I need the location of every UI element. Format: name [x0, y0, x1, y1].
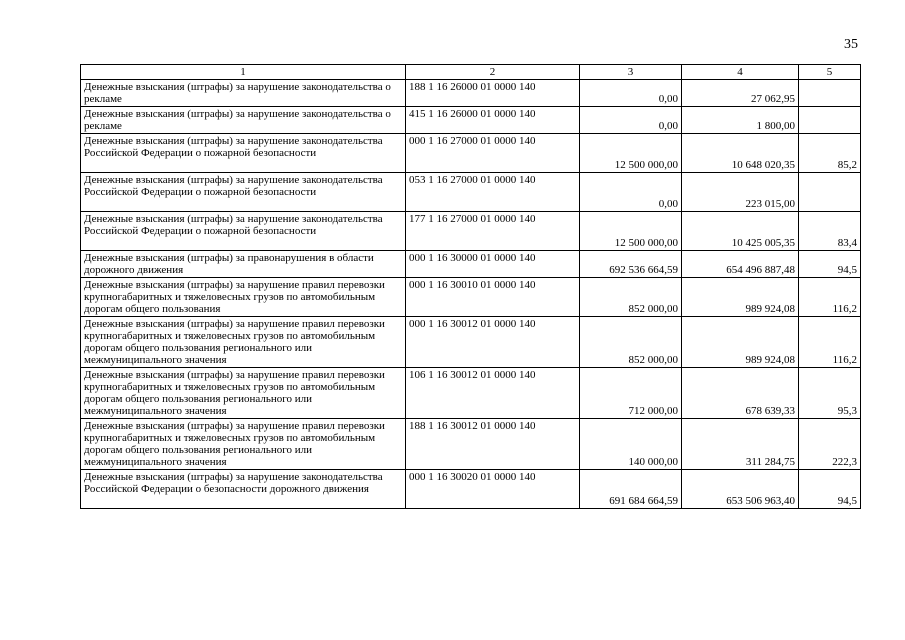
table-row: [81, 317, 861, 368]
percent-cell: [799, 173, 861, 212]
percent-cell: 95,3: [799, 368, 861, 419]
plan-amount-cell: 140 000,00: [580, 419, 682, 470]
plan-amount-cell: 692 536 664,59: [580, 251, 682, 278]
page-number: 35: [844, 37, 858, 52]
fact-amount-cell: 223 015,00: [682, 173, 799, 212]
percent-cell: [799, 107, 861, 134]
column-number-row: [81, 65, 861, 80]
budget-code-cell: 000 1 16 30020 01 0000 140: [406, 470, 580, 509]
revenue-name-cell: Денежные взыскания (штрафы) за нарушение правил перевозки крупногабаритных и тяжеловесных грузов по автомобильным дорогам общего пользования регионального или межмуниципального значения: [81, 419, 406, 470]
fact-amount-cell: 10 648 020,35: [682, 134, 799, 173]
revenue-table: [80, 64, 861, 509]
table-row: [81, 419, 861, 470]
plan-amount-cell: 712 000,00: [580, 368, 682, 419]
table-row: [81, 107, 861, 134]
plan-amount-cell: 0,00: [580, 107, 682, 134]
budget-code-cell: 188 1 16 26000 01 0000 140: [406, 80, 580, 107]
table-row: [81, 470, 861, 509]
column-header: 3: [580, 65, 682, 80]
plan-amount-cell: 12 500 000,00: [580, 134, 682, 173]
table-row: [81, 251, 861, 278]
revenue-name-cell: Денежные взыскания (штрафы) за нарушение законодательства Российской Федерации о пожарной безопасности: [81, 134, 406, 173]
percent-cell: 116,2: [799, 278, 861, 317]
column-header: 1: [81, 65, 406, 80]
fact-amount-cell: 27 062,95: [682, 80, 799, 107]
budget-code-cell: 053 1 16 27000 01 0000 140: [406, 173, 580, 212]
table-row: [81, 134, 861, 173]
budget-code-cell: 106 1 16 30012 01 0000 140: [406, 368, 580, 419]
table-row: [81, 173, 861, 212]
percent-cell: [799, 80, 861, 107]
budget-code-cell: 415 1 16 26000 01 0000 140: [406, 107, 580, 134]
fact-amount-cell: 653 506 963,40: [682, 470, 799, 509]
budget-code-cell: 000 1 16 30010 01 0000 140: [406, 278, 580, 317]
budget-code-cell: 177 1 16 27000 01 0000 140: [406, 212, 580, 251]
percent-cell: 94,5: [799, 470, 861, 509]
plan-amount-cell: 852 000,00: [580, 317, 682, 368]
percent-cell: 83,4: [799, 212, 861, 251]
revenue-name-cell: Денежные взыскания (штрафы) за нарушение законодательства Российской Федерации о безопасности дорожного движения: [81, 470, 406, 509]
plan-amount-cell: 0,00: [580, 173, 682, 212]
column-header: 4: [682, 65, 799, 80]
percent-cell: 222,3: [799, 419, 861, 470]
table-row: [81, 80, 861, 107]
revenue-name-cell: Денежные взыскания (штрафы) за нарушение правил перевозки крупногабаритных и тяжеловесных грузов по автомобильным дорогам общего пользования регионального или межмуниципального значения: [81, 368, 406, 419]
column-header: 2: [406, 65, 580, 80]
plan-amount-cell: 852 000,00: [580, 278, 682, 317]
percent-cell: 116,2: [799, 317, 861, 368]
fact-amount-cell: 10 425 005,35: [682, 212, 799, 251]
budget-code-cell: 000 1 16 30012 01 0000 140: [406, 317, 580, 368]
revenue-table-body: [81, 65, 861, 509]
revenue-name-cell: Денежные взыскания (штрафы) за нарушение правил перевозки крупногабаритных и тяжеловесных грузов по автомобильным дорогам общего пользования: [81, 278, 406, 317]
plan-amount-cell: 0,00: [580, 80, 682, 107]
fact-amount-cell: 311 284,75: [682, 419, 799, 470]
plan-amount-cell: 691 684 664,59: [580, 470, 682, 509]
table-row: [81, 278, 861, 317]
fact-amount-cell: 654 496 887,48: [682, 251, 799, 278]
percent-cell: 85,2: [799, 134, 861, 173]
column-header: 5: [799, 65, 861, 80]
fact-amount-cell: 989 924,08: [682, 278, 799, 317]
budget-code-cell: 188 1 16 30012 01 0000 140: [406, 419, 580, 470]
fact-amount-cell: 989 924,08: [682, 317, 799, 368]
revenue-name-cell: Денежные взыскания (штрафы) за нарушение законодательства Российской Федерации о пожарной безопасности: [81, 212, 406, 251]
table-row: [81, 212, 861, 251]
revenue-name-cell: Денежные взыскания (штрафы) за правонарушения в области дорожного движения: [81, 251, 406, 278]
table-row: [81, 368, 861, 419]
revenue-name-cell: Денежные взыскания (штрафы) за нарушение законодательства Российской Федерации о пожарной безопасности: [81, 173, 406, 212]
revenue-name-cell: Денежные взыскания (штрафы) за нарушение законодательства о рекламе: [81, 107, 406, 134]
fact-amount-cell: 678 639,33: [682, 368, 799, 419]
percent-cell: 94,5: [799, 251, 861, 278]
plan-amount-cell: 12 500 000,00: [580, 212, 682, 251]
budget-code-cell: 000 1 16 30000 01 0000 140: [406, 251, 580, 278]
budget-code-cell: 000 1 16 27000 01 0000 140: [406, 134, 580, 173]
fact-amount-cell: 1 800,00: [682, 107, 799, 134]
revenue-name-cell: Денежные взыскания (штрафы) за нарушение правил перевозки крупногабаритных и тяжеловесных грузов по автомобильным дорогам общего пользования регионального или межмуниципального значения: [81, 317, 406, 368]
revenue-name-cell: Денежные взыскания (штрафы) за нарушение законодательства о рекламе: [81, 80, 406, 107]
